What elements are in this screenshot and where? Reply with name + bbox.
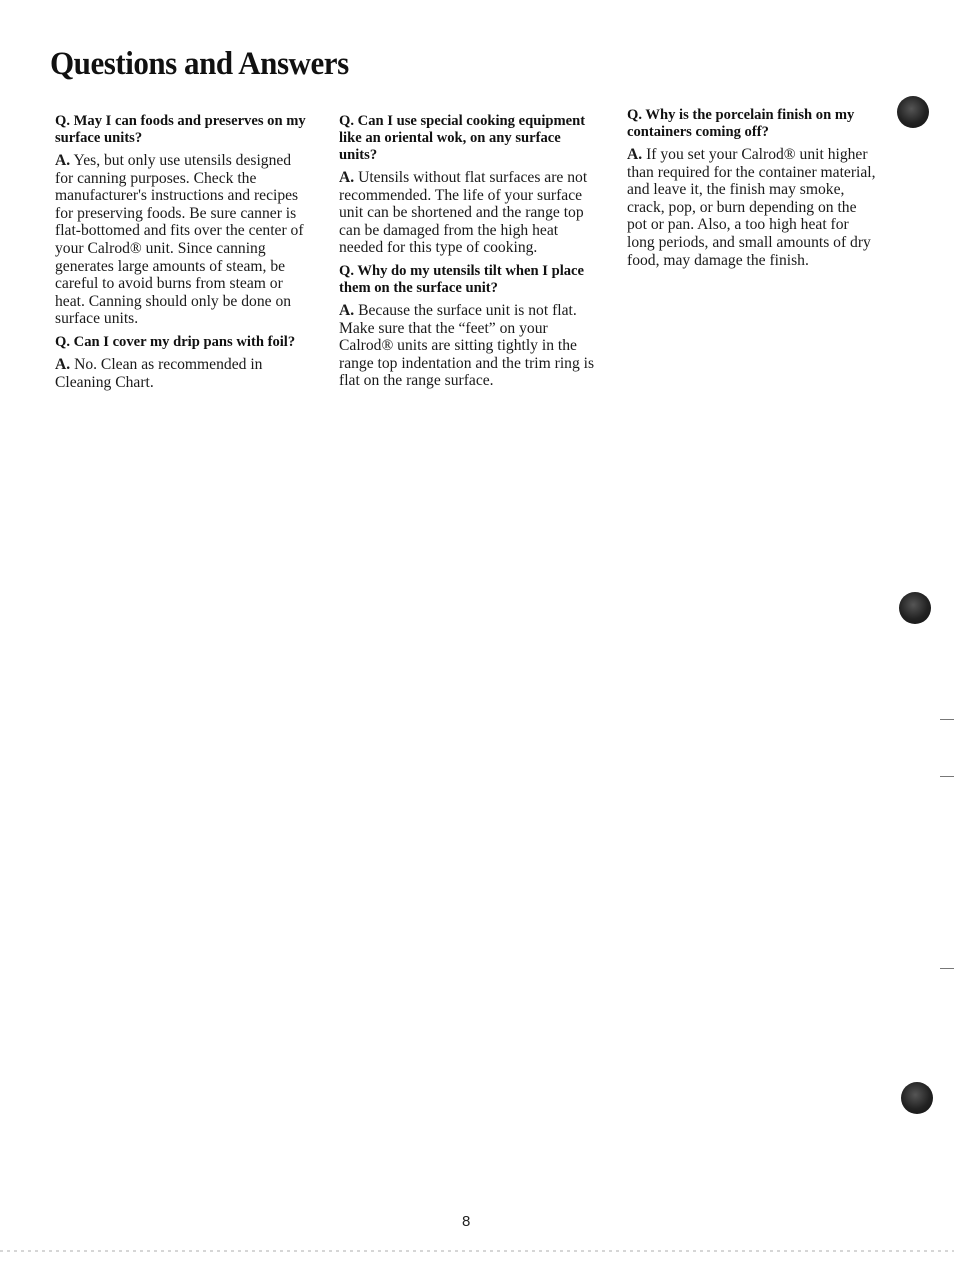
scan-edge-mark — [940, 968, 954, 969]
qa-drip-pans — [55, 334, 313, 391]
answer-marker: A. — [339, 301, 355, 319]
answer-marker: A. — [55, 152, 71, 169]
answer-paragraph — [339, 302, 597, 390]
answer-paragraph — [55, 152, 313, 328]
qa-porcelain-finish — [627, 107, 877, 269]
answer-paragraph — [627, 146, 877, 269]
column-1 — [55, 113, 313, 397]
qa-wok — [339, 113, 597, 257]
question-text: Q. May I can foods and preserves on my surface units? — [55, 113, 306, 146]
question-text: Q. Can I use special cooking equipment like an oriental wok, on any surface units? — [339, 113, 586, 163]
qa-canning — [55, 113, 313, 328]
answer-text: Because the surface unit is not flat. Make sure that the “feet” on your Calrod® units are sitting tightly in the range top indentation and the trim ring is flat on the range surface. — [339, 301, 595, 390]
page-number: 8 — [462, 1213, 471, 1230]
scan-edge — [0, 1250, 954, 1252]
question-text: Q. Why is the porcelain finish on my containers coming off? — [627, 107, 855, 140]
question-text: Q. Why do my utensils tilt when I place them on the surface unit? — [339, 262, 585, 296]
qa-utensils-tilt — [339, 263, 597, 390]
scan-edge-mark — [940, 719, 954, 720]
binder-hole-icon — [901, 1082, 933, 1114]
answer-text: If you set your Calrod® unit higher than required for the container material, and leave it, the finish may smoke, crack, pop, or burn depending on the pot or pan. Also, a too high heat for long periods, and small amounts of dry food, may damage the finish. — [627, 146, 876, 269]
answer-marker: A. — [339, 169, 355, 186]
binder-hole-icon — [899, 592, 931, 624]
column-2 — [339, 113, 597, 396]
column-3 — [627, 107, 877, 275]
answer-text: Yes, but only use utensils designed for canning purposes. Check the manufacturer's instructions and recipes for preserving foods. Be sure canner is flat-bottomed and fits over the center of your Calrod® unit. Since canning generates large amounts of steam, be careful to avoid burns from steam or heat. Canning should only be done on surface units. — [55, 152, 304, 328]
binder-hole-icon — [897, 96, 929, 128]
answer-text: Utensils without flat surfaces are not recommended. The life of your surface unit can be shortened and the range top can be damaged from the high heat needed for this type of cooking. — [339, 169, 588, 257]
question-text: Q. Can I cover my drip pans with foil? — [55, 333, 296, 350]
answer-text: No. Clean as recommended in Cleaning Chart. — [55, 355, 263, 391]
scan-edge-mark — [940, 776, 954, 777]
answer-paragraph — [55, 356, 313, 391]
answer-paragraph — [339, 169, 597, 257]
answer-marker: A. — [627, 146, 643, 163]
answer-marker: A. — [55, 355, 71, 373]
page-title: Questions and Answers — [50, 46, 349, 82]
